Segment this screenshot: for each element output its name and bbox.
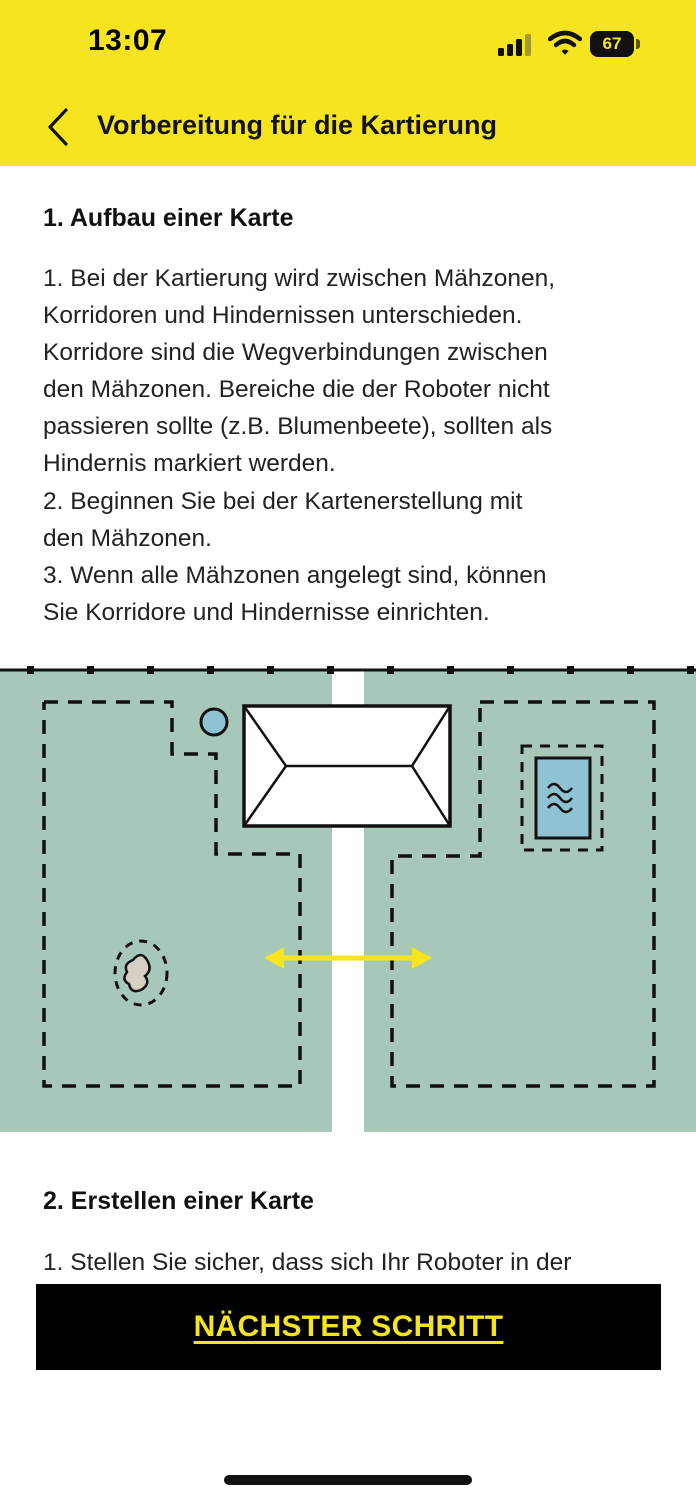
- body-line: 1. Stellen Sie sicher, dass sich Ihr Roboter in der: [43, 1249, 572, 1276]
- body-line: den Mähzonen.: [43, 524, 212, 552]
- home-indicator[interactable]: [224, 1475, 472, 1485]
- section-body-create-map: [43, 1244, 653, 1281]
- section-title-create-map: 2. Erstellen einer Karte: [43, 1187, 314, 1215]
- chevron-left-icon: [40, 104, 80, 150]
- battery-level: 67: [602, 34, 622, 53]
- body-line: Korridore sind die Wegverbindungen zwischen: [43, 339, 548, 367]
- body-line: 1. Bei der Kartierung wird zwischen Mähzonen,: [43, 265, 556, 292]
- body-line: 2. Beginnen Sie bei der Kartenerstellung mit: [43, 487, 523, 515]
- status-time: 13:07: [88, 24, 168, 57]
- wifi-icon: [548, 30, 582, 56]
- battery-icon: [590, 31, 640, 57]
- next-step-button[interactable]: [36, 1284, 661, 1370]
- house-icon: [244, 706, 450, 826]
- next-step-label: NÄCHSTER SCHRITT: [193, 1310, 504, 1343]
- body-line: Hindernis markiert werden.: [43, 450, 336, 478]
- tree-icon: [201, 709, 227, 735]
- back-button[interactable]: [40, 104, 80, 150]
- status-bar: [0, 0, 696, 90]
- nav-bar: [0, 96, 696, 160]
- map-illustration: [0, 660, 696, 1132]
- body-line: den Mähzonen. Bereiche die der Roboter nicht: [43, 376, 550, 404]
- garden-path: [332, 828, 364, 1132]
- section-title-map-structure: 1. Aufbau einer Karte: [43, 204, 294, 232]
- body-line: Korridoren und Hindernissen unterschieden.: [43, 302, 523, 330]
- section-body-map-structure: [43, 260, 653, 631]
- battery-tip: [636, 39, 640, 49]
- app-header: [0, 0, 696, 166]
- cellular-signal-icon: [498, 34, 536, 56]
- body-line: 3. Wenn alle Mähzonen angelegt sind, können: [43, 561, 547, 589]
- body-line: Sie Korridore und Hindernisse einrichten.: [43, 598, 490, 626]
- body-line: passieren sollte (z.B. Blumenbeete), sollten als: [43, 413, 553, 441]
- page-title: Vorbereitung für die Kartierung: [97, 110, 498, 140]
